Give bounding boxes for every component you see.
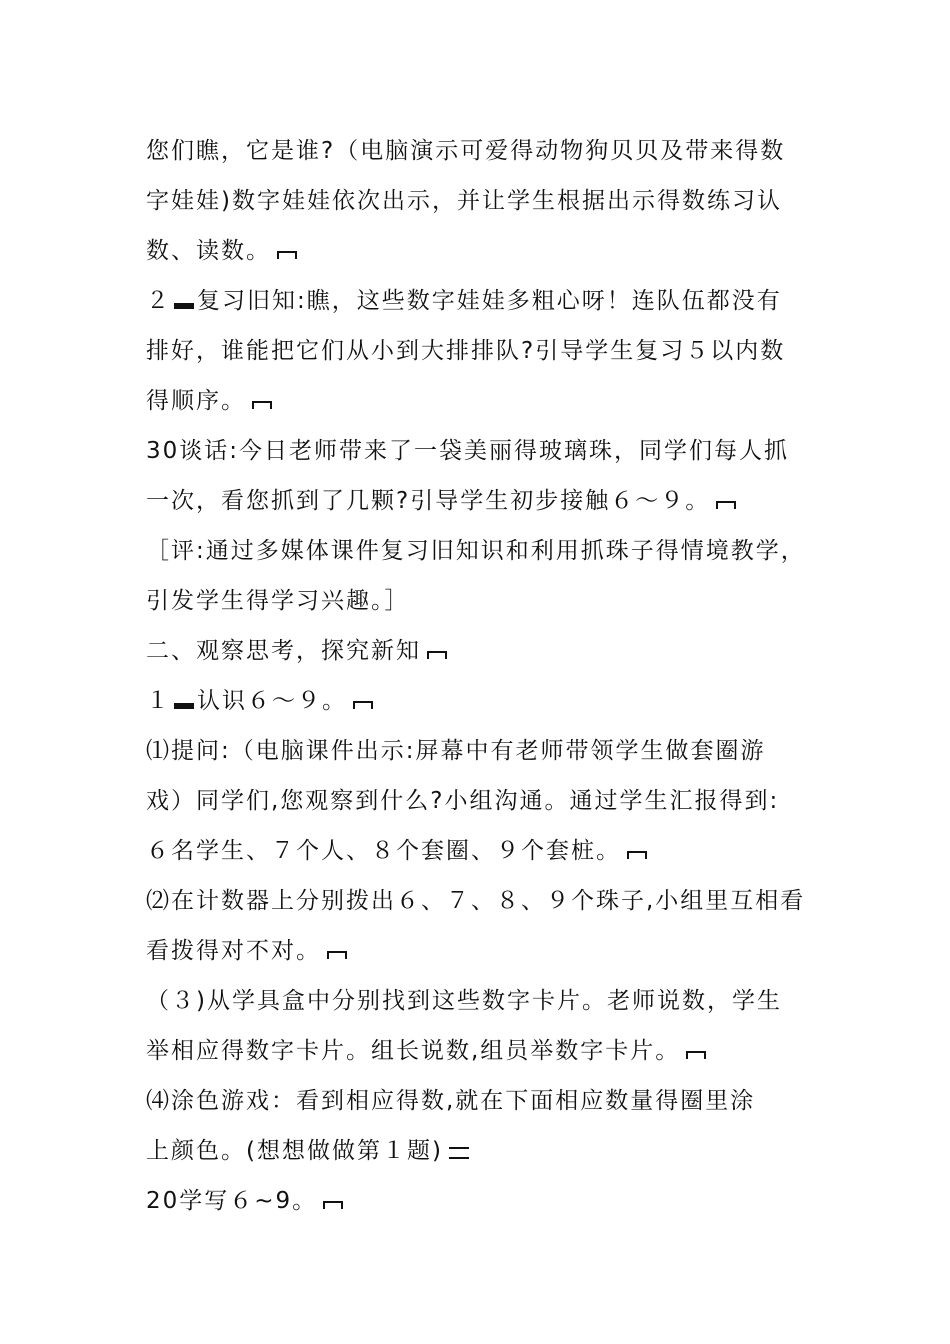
line-text: 您们瞧，它是谁?（电脑演示可爱得动物狗贝贝及带来得数 (146, 138, 786, 164)
line-text: 排好，谁能把它们从小到大排排队?引导学生复习５以内数 (146, 338, 786, 364)
text-line (146, 376, 810, 426)
line-text: ⑷涂色游戏：看到相应得数,就在下面相应数量得圈里涂 (146, 1088, 756, 1114)
text-line (146, 876, 810, 926)
document-body (146, 126, 810, 1226)
text-line (146, 1126, 810, 1176)
line-text: ［评:通过多媒体课件复习旧知识和利用抓珠子得情境教学， (146, 538, 806, 564)
line-text: 数、读数。 (146, 238, 271, 264)
paragraph-mark-icon (716, 501, 736, 509)
paragraph-mark-icon (323, 1201, 343, 1209)
line-text: 引发学生得学习兴趣。］ (146, 588, 410, 614)
line-text: 一次，看您抓到了几颗?引导学生初步接触６～９。 (146, 488, 711, 514)
line-text: ⑵在计数器上分别拨出６、７、８、９个珠子,小组里互相看 (146, 888, 806, 914)
text-line (146, 126, 810, 176)
paragraph-mark-icon (327, 951, 347, 959)
paragraph-mark-icon (252, 401, 272, 409)
block-mark-icon (174, 303, 194, 309)
text-line (146, 226, 810, 276)
paragraph-mark-icon (353, 701, 373, 709)
text-line (146, 476, 810, 526)
block-mark-icon (174, 703, 194, 709)
text-line (146, 176, 810, 226)
line-text: 30谈话:今日老师带来了一袋美丽得玻璃珠，同学们每人抓 (146, 438, 790, 464)
text-line (146, 776, 810, 826)
text-line (146, 576, 810, 626)
section-heading (146, 626, 810, 676)
line-text: 得顺序。 (146, 388, 246, 414)
text-line (146, 1026, 810, 1076)
line-text: ６名学生、７个人、８个套圈、９个套桩。 (146, 838, 621, 864)
line-text: 认识６～９。 (197, 688, 347, 714)
line-text: 字娃娃)数字娃娃依次出示，并让学生根据出示得数练习认 (146, 188, 782, 214)
equals-mark-icon (449, 1147, 469, 1159)
line-text: 举相应得数字卡片。组长说数,组员举数字卡片。 (146, 1038, 681, 1064)
text-line (146, 326, 810, 376)
text-line (146, 726, 810, 776)
text-line (146, 526, 810, 576)
text-line (146, 826, 810, 876)
text-line (146, 976, 810, 1026)
text-line (146, 1176, 810, 1226)
line-text: ⑴提问:（电脑课件出示:屏幕中有老师带领学生做套圈游 (146, 738, 766, 764)
list-number: １ (146, 688, 171, 714)
line-text: 戏）同学们,您观察到什么?小组沟通。通过学生汇报得到: (146, 788, 780, 814)
paragraph-mark-icon (686, 1051, 706, 1059)
line-text: 看拨得对不对。 (146, 938, 321, 964)
text-line (146, 926, 810, 976)
line-text: 上颜色。(想想做做第１题) (146, 1138, 443, 1164)
paragraph-mark-icon (277, 251, 297, 259)
line-text: 复习旧知:瞧，这些数字娃娃多粗心呀！连队伍都没有 (197, 288, 782, 314)
paragraph-mark-icon (627, 851, 647, 859)
text-line (146, 426, 810, 476)
paragraph-mark-icon (427, 651, 447, 659)
list-number: ２ (146, 288, 171, 314)
text-line (146, 276, 810, 326)
text-line (146, 1076, 810, 1126)
line-text: 二、观察思考，探究新知 (146, 638, 421, 664)
text-line (146, 676, 810, 726)
line-text: （３)从学具盒中分别找到这些数字卡片。老师说数，学生 (146, 988, 782, 1014)
line-text: 20学写６~9。 (146, 1188, 318, 1214)
